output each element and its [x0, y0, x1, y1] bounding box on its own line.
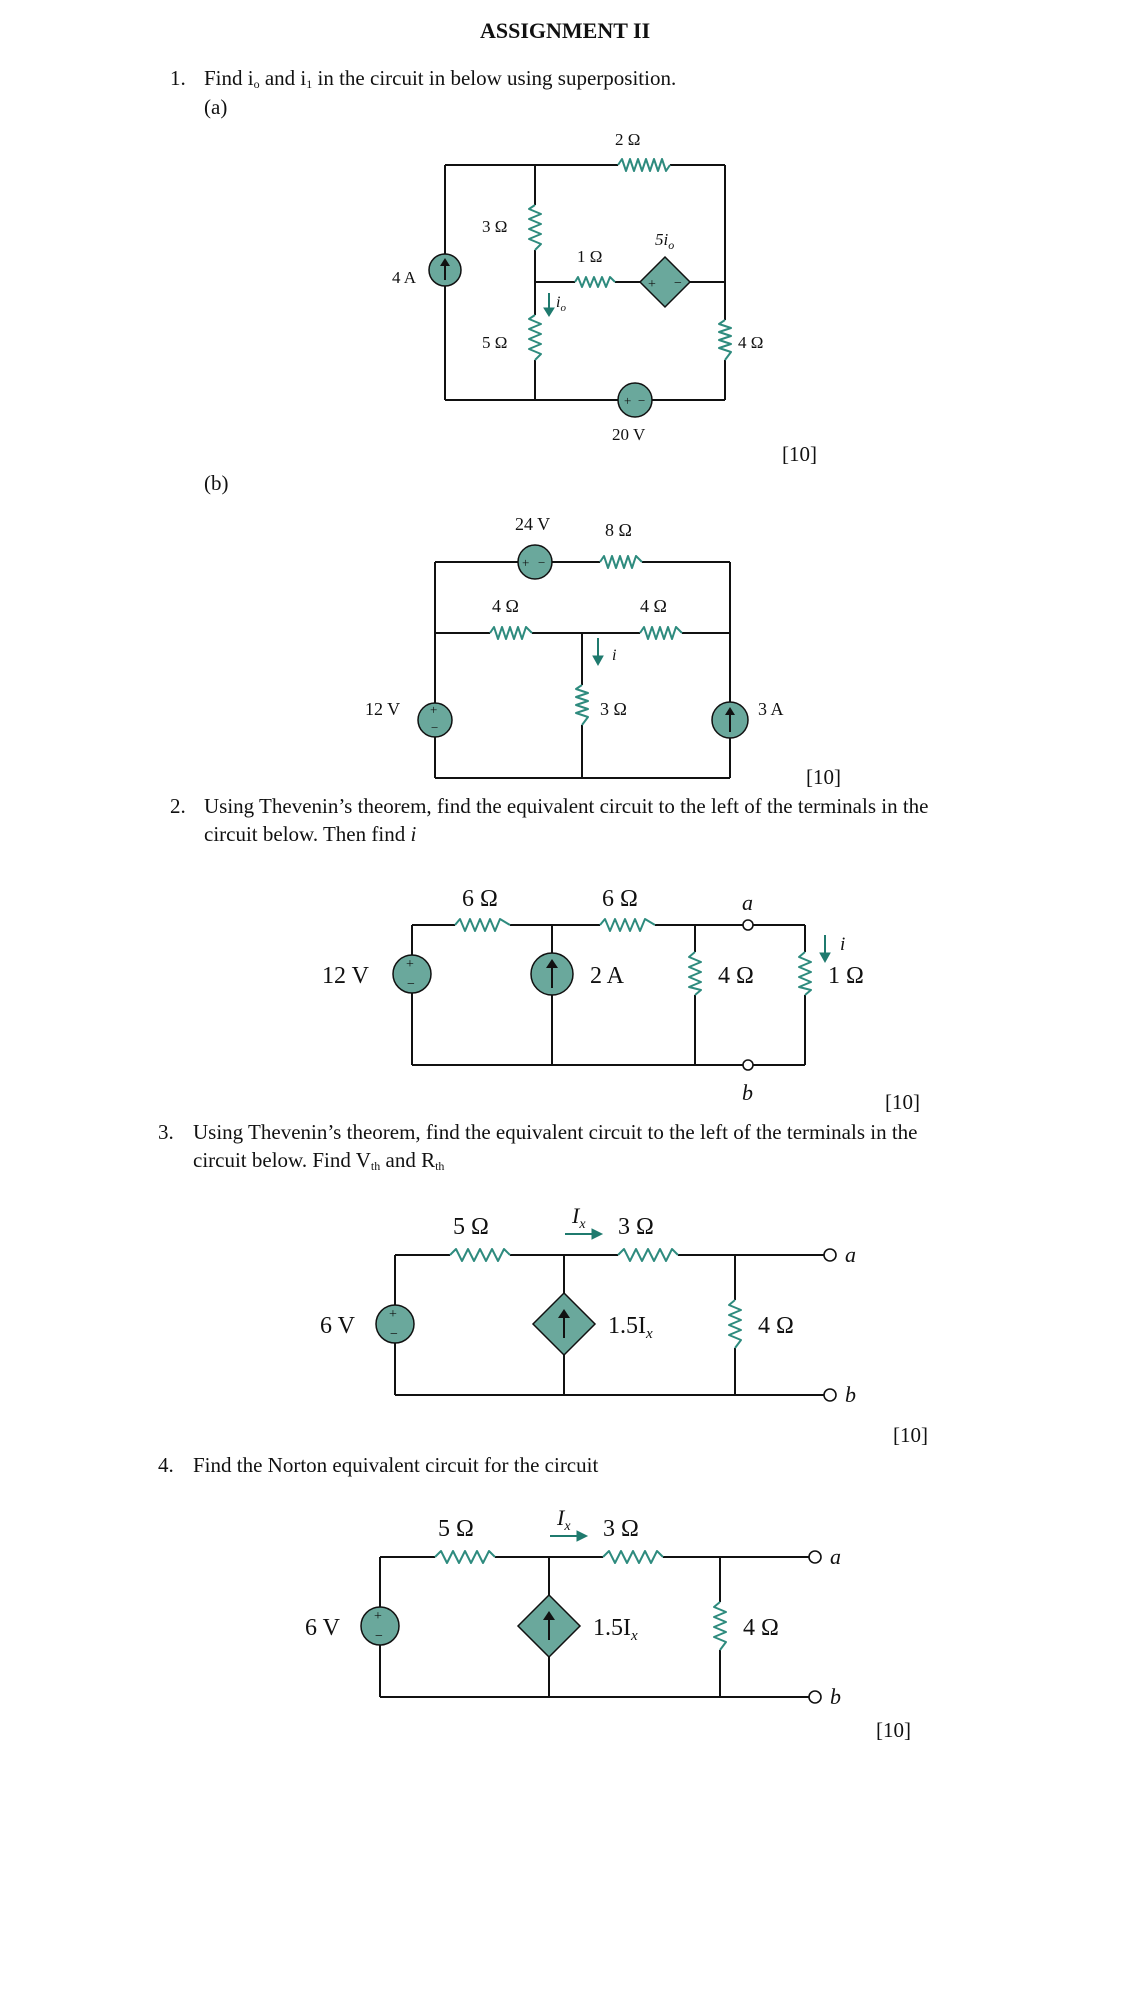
label-b: b — [742, 1080, 753, 1105]
svg-text:−: − — [638, 393, 646, 408]
q4-number: 4. — [158, 1453, 174, 1477]
q3-line1: Using Thevenin’s theorem, find the equivalent circuit to the left of the terminals in the — [193, 1120, 918, 1144]
label-4a: 4 A — [392, 268, 417, 287]
label-1ohm: 1 Ω — [828, 963, 864, 989]
q2-line2: circuit below. Then find i — [204, 822, 417, 846]
label-3ohm: 3 Ω — [600, 699, 627, 719]
resistor-4ohm-left — [490, 627, 532, 639]
label-6ohm-1: 6 Ω — [462, 886, 498, 912]
label-3a: 3 A — [758, 699, 784, 719]
label-4ohm: 4 Ω — [718, 963, 754, 989]
label-1ohm: 1 Ω — [577, 247, 603, 266]
q1-number: 1. — [170, 66, 186, 90]
svg-text:+: + — [406, 957, 414, 972]
resistor-5ohm — [450, 1249, 510, 1261]
resistor-3ohm — [618, 1249, 678, 1261]
resistor-5ohm — [435, 1551, 495, 1563]
terminal-b — [743, 1060, 753, 1070]
circuit-1b — [350, 500, 790, 790]
svg-text:−: − — [407, 977, 415, 992]
q2-number: 2. — [170, 794, 186, 818]
label-4ohm: 4 Ω — [758, 1313, 794, 1339]
label-3ohm: 3 Ω — [603, 1516, 639, 1542]
resistor-4ohm — [714, 1602, 726, 1650]
label-2a: 2 A — [590, 963, 625, 989]
label-a: a — [830, 1544, 841, 1569]
circuit-3 — [300, 1190, 900, 1410]
label-a: a — [742, 890, 753, 915]
label-5ohm: 5 Ω — [438, 1516, 474, 1542]
label-i: i — [840, 934, 846, 955]
q1a-marks: [10] — [782, 442, 817, 466]
q1-text: Find $i_o$ and $i_1$ in the circuit in below using superposition. — [204, 66, 677, 91]
label-12v: 12 V — [322, 963, 369, 989]
resistor-5ohm — [529, 315, 541, 360]
svg-text:+: + — [648, 277, 656, 292]
q4-text: Find the Norton equivalent circuit for the circuit — [193, 1453, 599, 1477]
label-5io: $5i_o$ — [655, 230, 675, 252]
label-dependent-source: $1.5I_x$ — [608, 1313, 653, 1342]
label-3ohm: 3 Ω — [618, 1214, 654, 1240]
terminal-a — [809, 1551, 821, 1563]
label-b: b — [830, 1684, 841, 1709]
resistor-1ohm — [575, 277, 615, 287]
q4-marks: [10] — [876, 1718, 911, 1742]
resistor-8ohm — [600, 556, 642, 568]
terminal-b — [824, 1389, 836, 1401]
resistor-4ohm — [719, 320, 731, 360]
label-20v: 20 V — [612, 425, 646, 444]
label-io: $i_o$ — [556, 294, 566, 314]
label-4ohm: 4 Ω — [738, 333, 764, 352]
label-5ohm: 5 Ω — [453, 1214, 489, 1240]
label-4ohm-right: 4 Ω — [640, 596, 667, 616]
svg-text:+: + — [624, 393, 632, 408]
page-title: ASSIGNMENT II — [480, 18, 651, 43]
label-4ohm-left: 4 Ω — [492, 596, 519, 616]
resistor-6ohm-2 — [600, 919, 655, 931]
svg-text:−: − — [674, 276, 682, 291]
svg-text:+: + — [389, 1307, 397, 1322]
resistor-1ohm — [799, 952, 811, 995]
circuit-1a — [370, 120, 764, 460]
label-8ohm: 8 Ω — [605, 520, 632, 540]
q3-marks: [10] — [893, 1423, 928, 1447]
label-4ohm: 4 Ω — [743, 1615, 779, 1641]
svg-text:+: + — [430, 702, 438, 717]
resistor-4ohm — [729, 1300, 741, 1348]
svg-text:−: − — [431, 720, 439, 735]
resistor-2ohm — [618, 159, 670, 171]
svg-text:−: − — [538, 555, 546, 570]
resistor-3ohm — [603, 1551, 663, 1563]
circuit-4 — [285, 1492, 885, 1712]
label-dependent-source: $1.5I_x$ — [593, 1615, 638, 1644]
label-2ohm: 2 Ω — [615, 130, 641, 149]
q3-line2: circuit below. Find $V_{th}$ and $R_{th}$ — [193, 1148, 445, 1173]
label-ix: $I_x$ — [557, 1505, 571, 1534]
label-5ohm: 5 Ω — [482, 333, 508, 352]
svg-text:+: + — [374, 1609, 382, 1624]
resistor-6ohm-1 — [455, 919, 510, 931]
svg-text:−: − — [375, 1629, 383, 1644]
label-6v: 6 V — [305, 1615, 340, 1641]
svg-text:−: − — [390, 1327, 398, 1342]
resistor-3ohm — [529, 205, 541, 250]
q1-part-a-label: (a) — [204, 95, 228, 119]
label-ix: $I_x$ — [572, 1203, 586, 1232]
terminal-b — [809, 1691, 821, 1703]
label-6ohm-2: 6 Ω — [602, 886, 638, 912]
q1b-marks: [10] — [806, 765, 841, 789]
circuit-2 — [300, 880, 900, 1110]
label-6v: 6 V — [320, 1313, 355, 1339]
label-b: b — [845, 1382, 856, 1407]
resistor-4ohm-right — [640, 627, 682, 639]
svg-text:+: + — [522, 555, 530, 570]
q2-marks: [10] — [885, 1090, 920, 1114]
q1-part-b-label: (b) — [204, 471, 229, 495]
resistor-3ohm — [576, 685, 588, 725]
label-a: a — [845, 1242, 856, 1267]
resistor-4ohm — [689, 952, 701, 995]
terminal-a — [824, 1249, 836, 1261]
label-i: i — [612, 647, 617, 664]
label-12v: 12 V — [365, 699, 401, 719]
terminal-a — [743, 920, 753, 930]
q3-number: 3. — [158, 1120, 174, 1144]
label-24v: 24 V — [515, 514, 551, 534]
label-3ohm: 3 Ω — [482, 217, 508, 236]
q2-line1: Using Thevenin’s theorem, find the equivalent circuit to the left of the terminals in the — [204, 794, 929, 818]
